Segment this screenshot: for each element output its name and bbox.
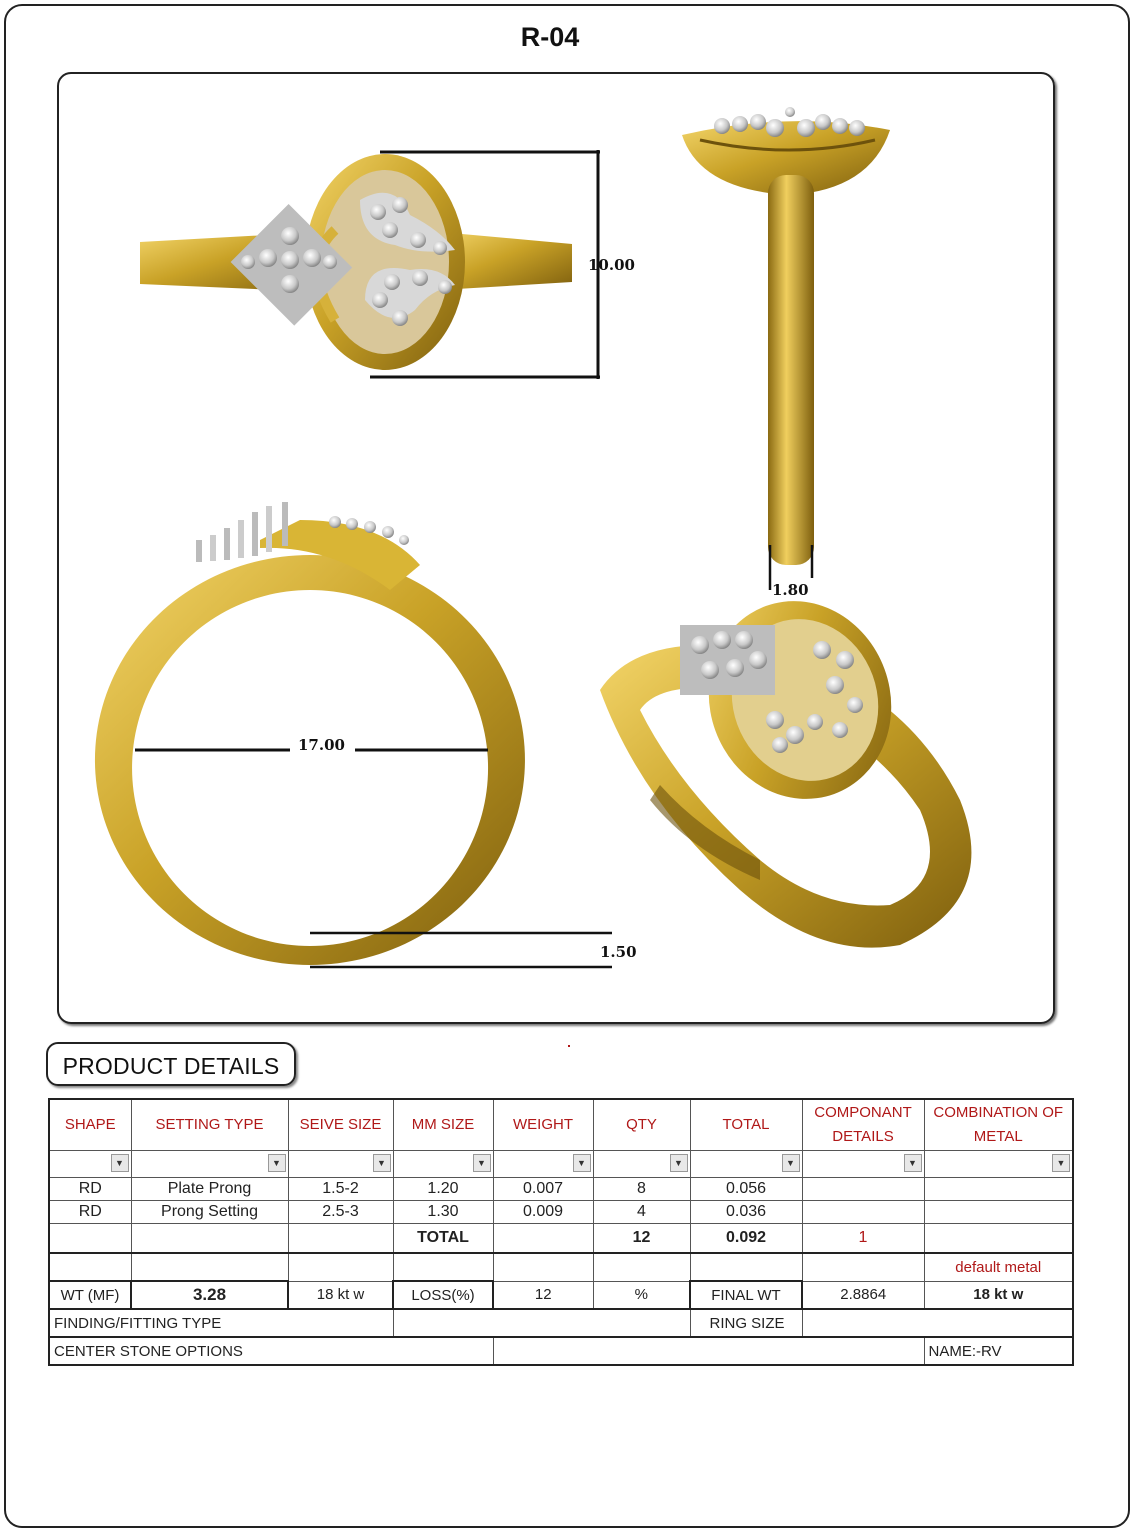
total-weight: 0.092 [690,1224,802,1254]
top-view-ring [140,154,572,370]
header-seive-size: SEIVE SIZE [288,1099,393,1151]
finding-row [49,1309,1073,1337]
final-karat: 18 kt w [924,1281,1073,1309]
header-component-details: COMPONANT DETAILS [802,1099,924,1151]
cell-seive: 2.5-3 [288,1201,393,1224]
cell-seive: 1.5-2 [288,1178,393,1201]
filter-row [49,1151,1073,1178]
final-wt-label: FINAL WT [690,1281,802,1309]
table-row [49,1178,1073,1201]
default-metal-note: default metal [924,1253,1073,1281]
total-row [49,1224,1073,1254]
height-label: 10.00 [588,256,635,274]
wt-label: WT (MF) [49,1281,131,1309]
product-details-heading [46,1042,296,1086]
total-qty: 12 [593,1224,690,1254]
filter-dropdown-icon[interactable]: ▼ [1052,1154,1070,1172]
design-code-title: R-04 [520,22,580,52]
cell-total: 0.036 [690,1201,802,1224]
filter-dropdown-icon[interactable]: ▼ [573,1154,591,1172]
header-combination-of-metal: COMBINATION OF METAL [924,1099,1073,1151]
product-details-table [48,1098,1074,1366]
wt-karat: 18 kt w [288,1281,393,1309]
cell-mm: 1.30 [393,1201,493,1224]
cell-mm: 1.20 [393,1178,493,1201]
header-weight: WEIGHT [493,1099,593,1151]
finding-label: FINDING/FITTING TYPE [49,1309,393,1337]
cell-qty: 4 [593,1201,690,1224]
cell-weight: 0.007 [493,1178,593,1201]
center-stone-row [49,1337,1073,1365]
header-setting-type: SETTING TYPE [131,1099,288,1151]
final-wt-value: 2.8864 [802,1281,924,1309]
center-stone-label: CENTER STONE OPTIONS [49,1337,493,1365]
designer-name: NAME:-RV [924,1337,1073,1365]
header-mm-size: MM SIZE [393,1099,493,1151]
header-qty: QTY [593,1099,690,1151]
filter-active-icon[interactable]: ▼ [782,1154,800,1172]
filter-dropdown-icon[interactable]: ▼ [111,1154,129,1172]
header-shape: SHAPE [49,1099,131,1151]
filter-dropdown-icon[interactable]: ▼ [373,1154,391,1172]
thickness-label: 1.50 [600,943,637,961]
table-row [49,1201,1073,1224]
cell-setting: Prong Setting [131,1201,288,1224]
stray-mark [568,1045,570,1047]
diameter-label: 17.00 [298,736,345,754]
wt-value: 3.28 [131,1281,288,1309]
filter-dropdown-icon[interactable]: ▼ [473,1154,491,1172]
header-row [49,1099,1073,1151]
weight-row [49,1281,1073,1309]
cell-setting: Plate Prong [131,1178,288,1201]
total-components: 1 [802,1224,924,1254]
default-metal-row [49,1253,1073,1281]
ring-size-label: RING SIZE [690,1309,802,1337]
cell-total: 0.056 [690,1178,802,1201]
header-total: TOTAL [690,1099,802,1151]
dimension-diameter [135,736,488,754]
width-label: 1.80 [772,581,809,599]
filter-dropdown-icon[interactable]: ▼ [904,1154,922,1172]
loss-value: 12 [493,1281,593,1309]
cell-qty: 8 [593,1178,690,1201]
front-view-ring [95,502,525,965]
perspective-view-ring [600,575,971,947]
cell-shape: RD [49,1201,131,1224]
side-view-ring [682,107,890,565]
product-details-heading-text: PRODUCT DETAILS [62,1053,280,1079]
loss-percent: % [593,1281,690,1309]
filter-active-icon[interactable]: ▼ [670,1154,688,1172]
loss-label: LOSS(%) [393,1281,493,1309]
filter-dropdown-icon[interactable]: ▼ [268,1154,286,1172]
cell-shape: RD [49,1178,131,1201]
total-label: TOTAL [393,1224,493,1254]
cell-weight: 0.009 [493,1201,593,1224]
